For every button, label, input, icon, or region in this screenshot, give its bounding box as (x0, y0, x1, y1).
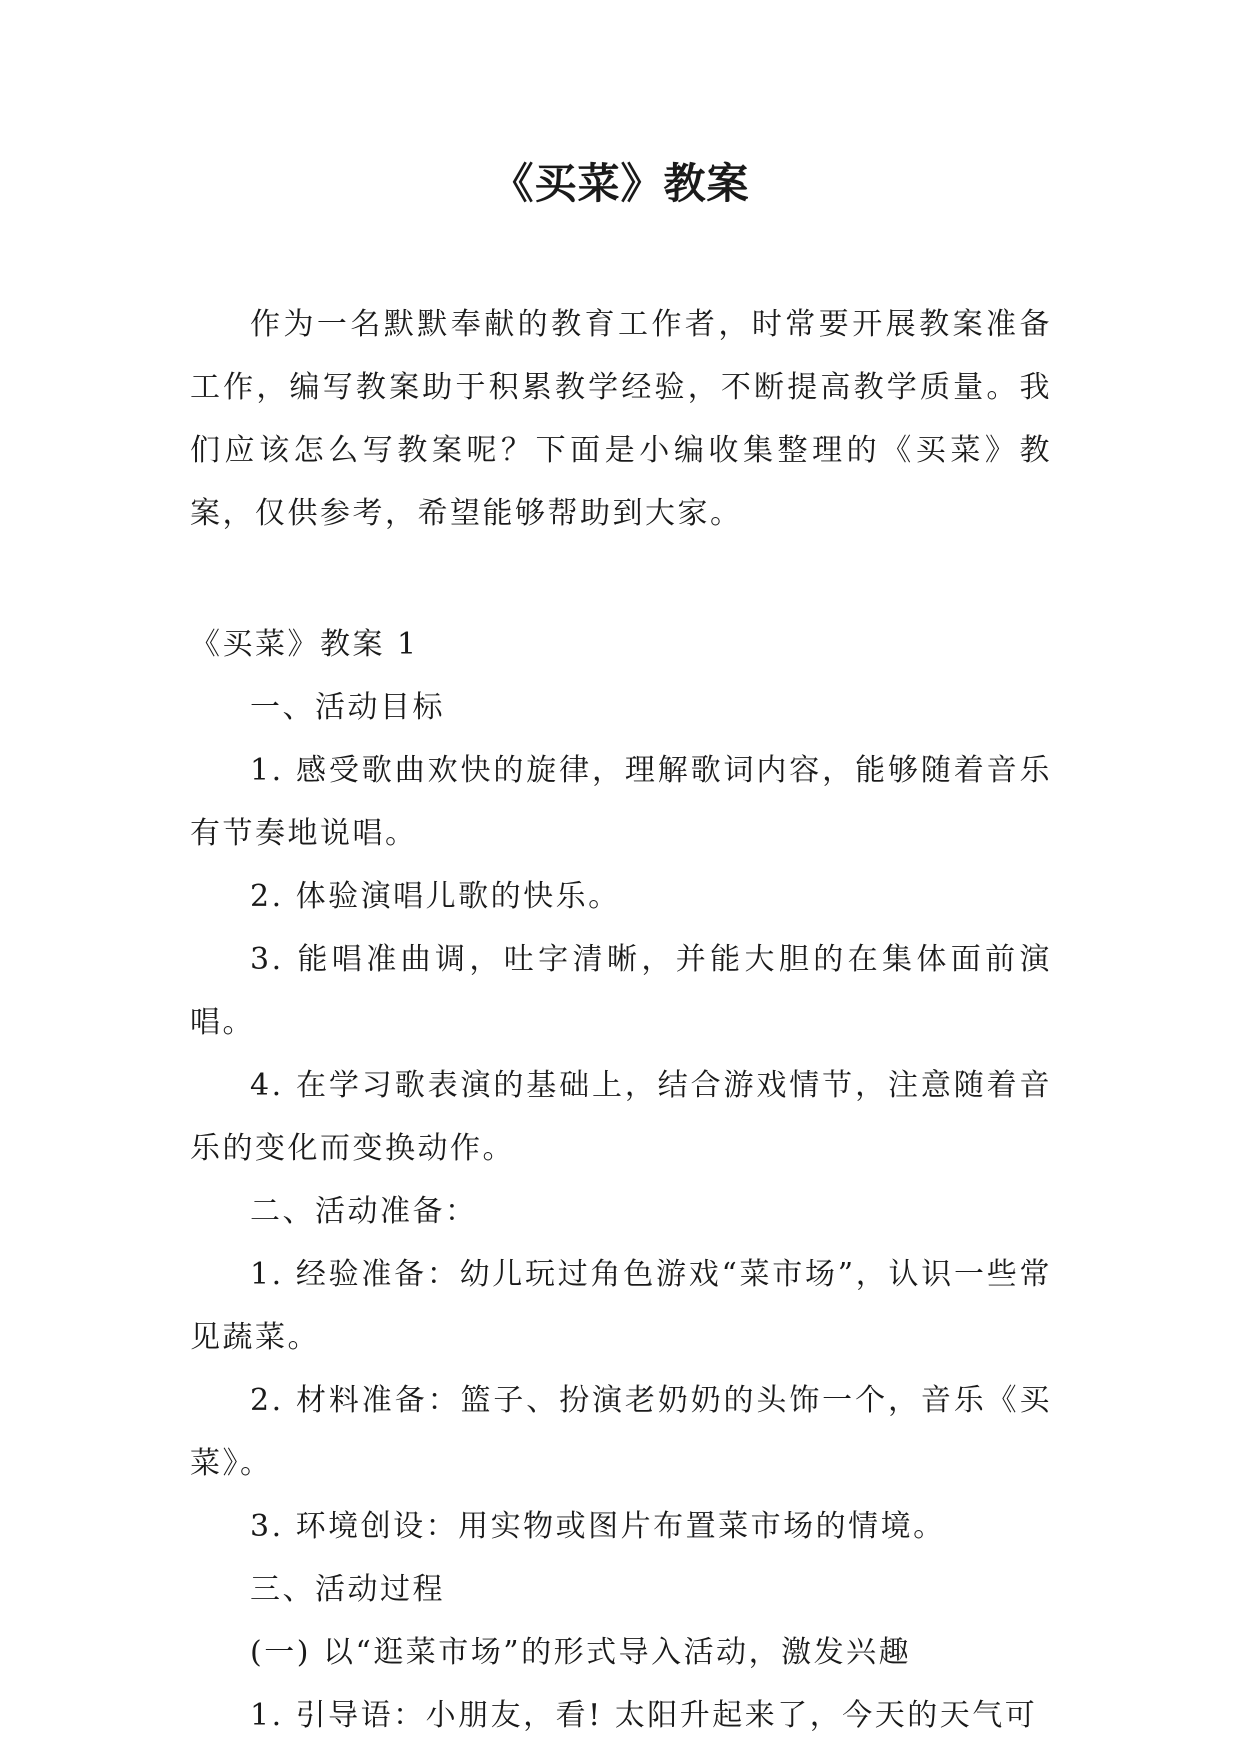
section-heading-objectives: 一、活动目标 (250, 690, 445, 725)
objective-item: 2. 体验演唱儿歌的快乐。 (250, 879, 621, 914)
objective-item: 4. 在学习歌表演的基础上，结合游戏情节，注意随着音乐的变化而变换动作。 (190, 1068, 1052, 1166)
intro-paragraph: 作为一名默默奉献的教育工作者，时常要开展教案准备工作，编写教案助于积累教学经验，不断提高教学质量。我们应该怎么写教案呢？下面是小编收集整理的《买菜》教案，仅供参考，希望能够帮助到大家。 (190, 307, 1052, 531)
preparation-item: 2. 材料准备：篮子、扮演老奶奶的头饰一个，音乐《买菜》。 (190, 1383, 1052, 1481)
section-heading-preparation: 二、活动准备： (250, 1194, 478, 1229)
objective-item: 3. 能唱准曲调，吐字清晰，并能大胆的在集体面前演唱。 (190, 942, 1052, 1040)
section-heading: 《买菜》教案 1 (190, 627, 419, 662)
document-body (190, 293, 1052, 1747)
process-subheading: (一) 以“逛菜市场”的形式导入活动，激发兴趣 (250, 1635, 912, 1670)
preparation-item: 1. 经验准备：幼儿玩过角色游戏“菜市场”，认识一些常见蔬菜。 (190, 1257, 1052, 1355)
section-heading-process: 三、活动过程 (250, 1572, 445, 1607)
preparation-item: 3. 环境创设：用实物或图片布置菜市场的情境。 (250, 1509, 946, 1544)
document-title: 《买菜》教案 (491, 159, 750, 208)
objective-item: 1. 感受歌曲欢快的旋律，理解歌词内容，能够随着音乐有节奏地说唱。 (190, 753, 1052, 851)
process-item: 1. 引导语：小朋友，看! 太阳升起来了，今天的天气可 (250, 1698, 1038, 1733)
